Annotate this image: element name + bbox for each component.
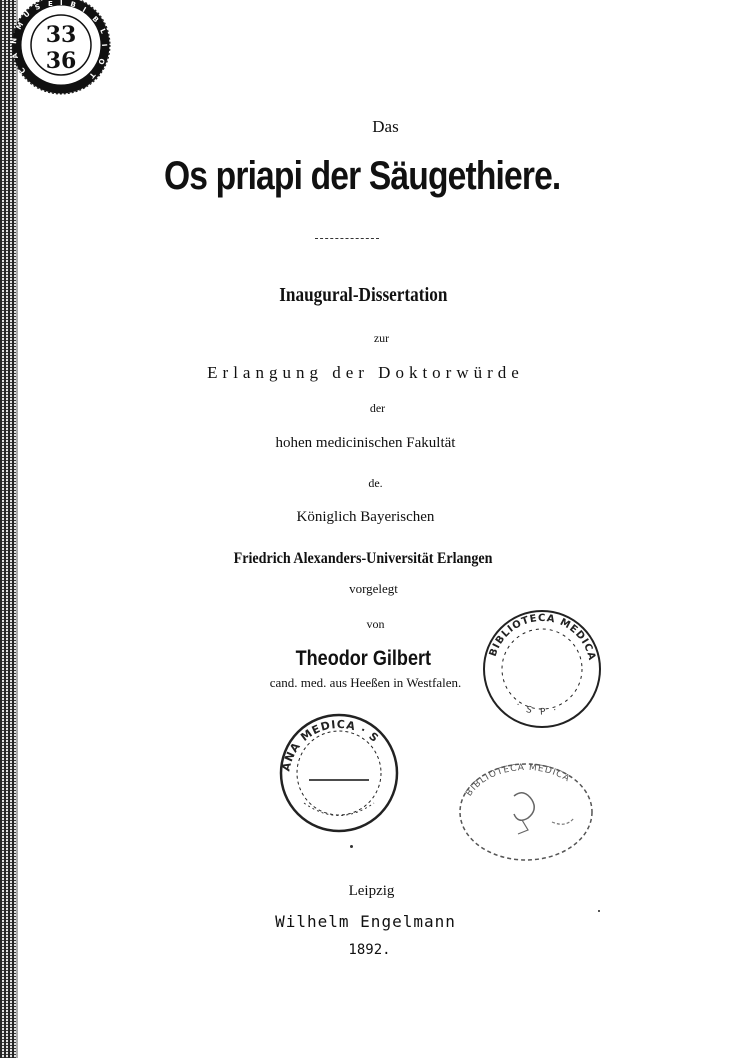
library-stamp-center [274,708,404,838]
library-stamp-lower-right [452,756,600,868]
svg-text:S: S [33,2,42,12]
svg-text:M: M [14,20,26,31]
von-line: von [366,617,385,631]
zur-line: zur [373,331,390,345]
title-prefix: Das [372,117,399,136]
faculty-line: hohen medicinischen Fakultät [275,435,456,451]
svg-text:I: I [81,5,88,15]
imprint-city: Leipzig [348,883,395,899]
svg-text:A: A [10,52,20,60]
svg-text:E: E [48,0,53,8]
scan-binding-shadow [16,0,18,1058]
erlangung-line: Erlangung der Doktorwürde [207,363,524,382]
svg-text:O: O [96,57,106,66]
svg-text:N: N [10,37,19,45]
svg-text:B: B [69,0,77,10]
kingdom-line: Königlich Bayerischen [296,509,435,525]
der-line-2: de. [368,476,383,490]
svg-text:I: I [60,0,63,7]
title-divider [315,238,379,239]
svg-text:· S P ·: · S P · [513,700,561,718]
imprint-publisher: Wilhelm Engelmann [275,912,456,931]
scan-binding-edge [0,0,19,1058]
imprint-year: 1892. [348,942,391,958]
svg-text:L: L [98,27,108,35]
svg-text:C: C [18,65,28,75]
main-title: Os priapi der Säugethiere. [164,154,561,198]
svg-text:I: I [100,43,109,47]
library-shelf-number-top: 33 [45,22,77,48]
author-name: Theodor Gilbert [295,647,432,670]
svg-text:U: U [22,9,32,20]
dissertation-heading: Inaugural-Dissertation [279,284,448,306]
svg-text:ANA MEDICA · S: ANA MEDICA · S [279,717,382,773]
library-stamp-top-left [6,0,116,100]
svg-text:B: B [90,14,101,25]
ink-speck-2 [598,910,600,912]
author-detail: cand. med. aus Heeßen in Westfalen. [269,675,462,690]
library-shelf-number-bottom: 36 [45,48,77,74]
library-stamp-right [478,605,606,733]
university-line: Friedrich Alexanders-Universität Erlangen [233,550,493,567]
svg-text:BIBLIOTECA MEDICA: BIBLIOTECA MEDICA [487,612,598,663]
vorgelegt-line: vorgelegt [349,581,398,596]
ink-speck [350,845,353,848]
der-line: der [369,401,386,415]
svg-text:BIBLIOTECA MEDICA: BIBLIOTECA MEDICA [464,762,572,799]
svg-text:T: T [87,70,97,80]
